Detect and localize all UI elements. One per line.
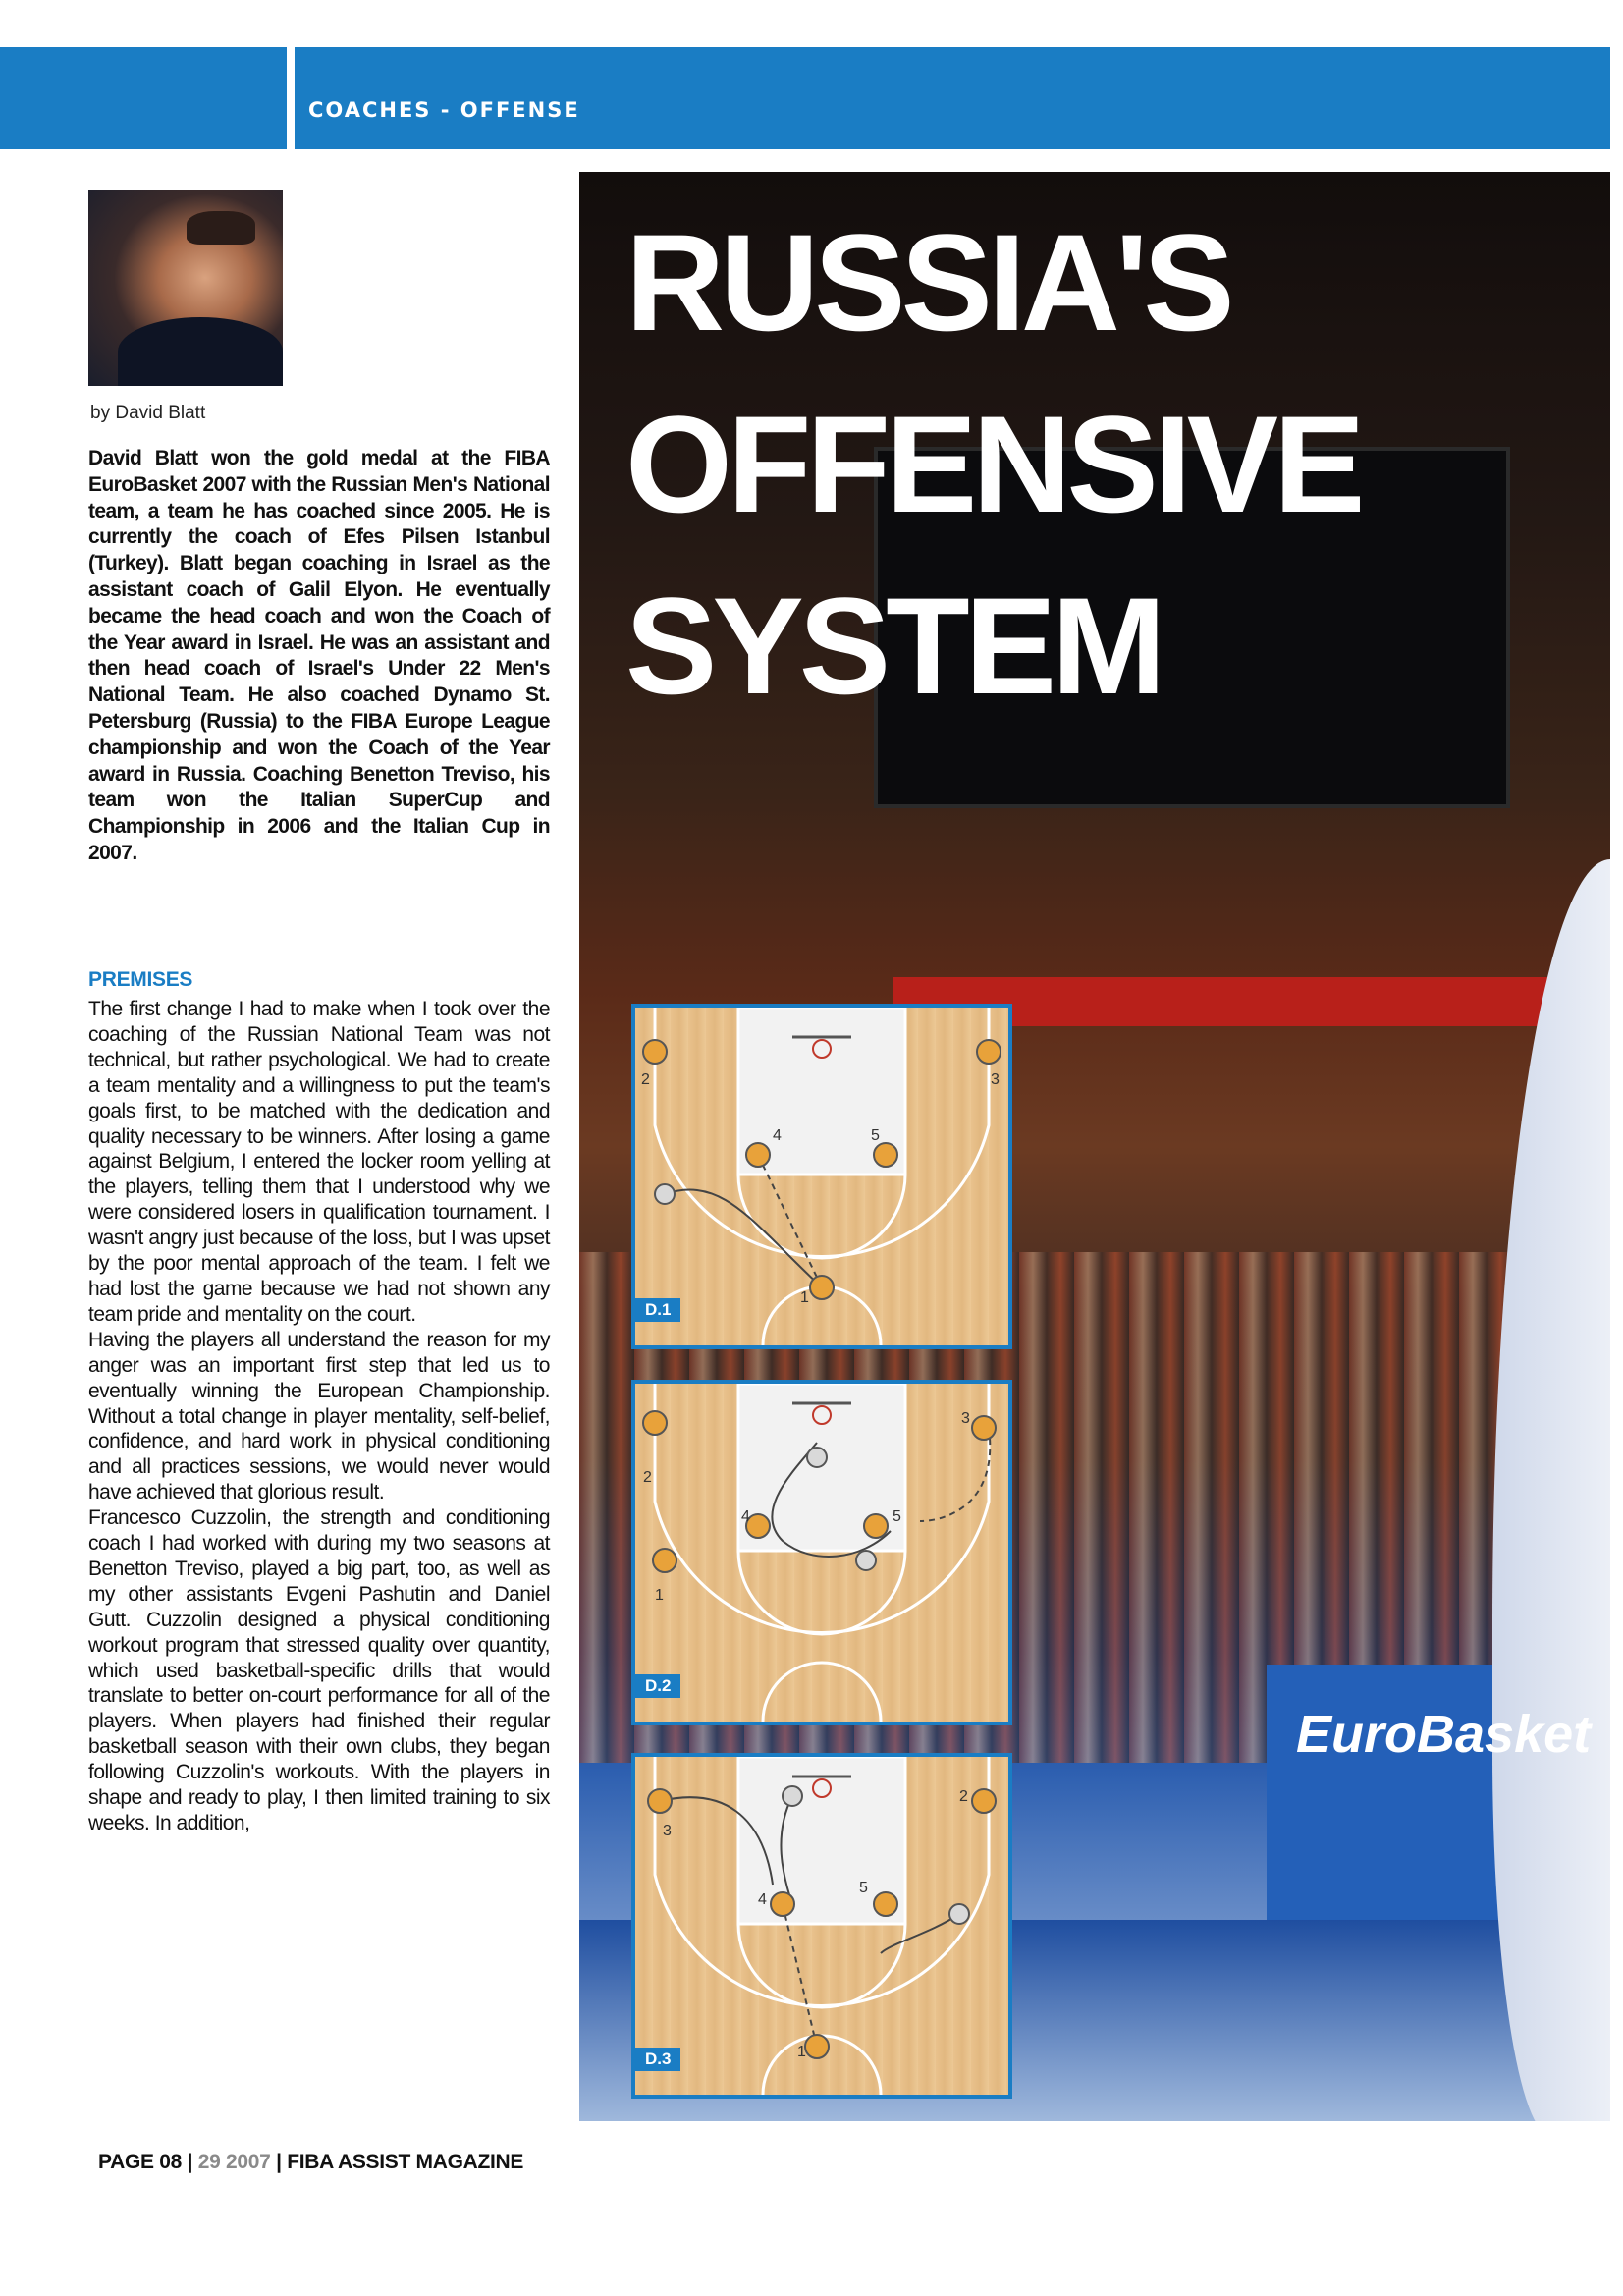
premises-heading: PREMISES xyxy=(88,968,193,991)
diagram-label xyxy=(635,2048,680,2071)
body-paragraph: Having the players all understand the reason for my anger was an important first step that led us to eventually winning the European Championship. Without a total change in player mentality, self-belief, confidence, and hard work in physical conditioning and all practices sessions, we would never would have achieved that glorious result. xyxy=(88,1328,550,1504)
court-diagram-3 xyxy=(631,1753,1012,2099)
diagram-label xyxy=(635,1298,680,1322)
diagram-label xyxy=(635,1674,680,1698)
court-diagram-1 xyxy=(631,1004,1012,1349)
player-number: 2 xyxy=(643,1469,652,1486)
article-body xyxy=(88,997,550,1836)
body-paragraph: Francesco Cuzzolin, the strength and conditioning coach I had worked with during my two seasons at Benetton Treviso, played a big part, too, as well as my other assistants Evgeni Pashutin and Daniel Gutt. Cuzzolin designed a physical conditioning workout program that stressed quality over quantity, which used basketball-specific drills that would translate to better on-court performance for all of the players. When players had finished their regular basketball season with their own clubs, they began following Cuzzolin's workouts. With the players in shape and ready to play, I then limited training to six weeks. In addition, xyxy=(88,1506,550,1834)
player-number: 4 xyxy=(773,1127,782,1144)
author-shirt xyxy=(118,317,283,386)
author-bio: David Blatt won the gold medal at the FIBA EuroBasket 2007 with the Russian Men's National team, a team he has coached since 2005. He is currently the coach of Efes Pilsen Istanbul (Turkey). Blatt began coaching in Israel as the assistant coach of Galil Elyon. He eventually became the head coach and won the Coach of the Year award in Israel. He was an assistant and then head coach of Israel's Under 22 Men's National Team. He also coached Dynamo St. Petersburg (Russia) to the FIBA Europe League championship and won the Coach of the Year award in Russia. Coaching Benetton Treviso, his team won the Italian SuperCup and Championship in 2006 and the Italian Cup in 2007. xyxy=(88,447,550,864)
author-byline: by David Blatt xyxy=(90,403,206,423)
title-line: RUSSIA'S xyxy=(625,205,1230,359)
player-number: 3 xyxy=(991,1071,1000,1088)
player-number: 3 xyxy=(663,1823,672,1839)
diagram-label-prefix: D. xyxy=(645,1676,662,1695)
diagram-label-prefix: D. xyxy=(645,1300,662,1319)
article-title xyxy=(625,191,1360,737)
photo-brand-text: EuroBasket xyxy=(1296,1705,1592,1764)
player-number: 1 xyxy=(800,1289,809,1306)
player-number: 3 xyxy=(961,1410,970,1427)
player-number: 1 xyxy=(655,1587,664,1604)
title-line: OFFENSIVE xyxy=(625,387,1361,541)
header-bar-left xyxy=(0,47,287,149)
player-number: 4 xyxy=(741,1508,750,1525)
footer-page: PAGE 08 xyxy=(98,2151,183,2173)
footer-magazine: FIBA ASSIST MAGAZINE xyxy=(287,2151,524,2173)
page-footer: PAGE 08 | 29 2007 | FIBA ASSIST MAGAZINE xyxy=(98,2151,524,2173)
diagram-label-prefix: D. xyxy=(645,2050,662,2068)
arena-player xyxy=(1492,859,1610,2121)
author-photo xyxy=(88,190,283,386)
diagram-label-number: 1 xyxy=(662,1300,672,1319)
author-hair xyxy=(187,211,255,245)
court-drawing xyxy=(635,1757,1008,2095)
diagram-label-number: 3 xyxy=(662,2050,672,2068)
title-line: SYSTEM xyxy=(625,569,1162,723)
player-number: 5 xyxy=(893,1508,901,1525)
player-number: 2 xyxy=(641,1071,650,1088)
court-diagram-2 xyxy=(631,1380,1012,1725)
body-paragraph: The first change I had to make when I took over the coaching of the Russian National Team was not technical, but rather psychological. We had to create a team mentality and a willingness to put the team's goals first, to be matched with the dedication and quality necessary to be winners. After losing a game against Belgium, I entered the locker room yelling at the players, telling them that I understood why we were considered losers in qualification tournament. I wasn't angry just because of the loss, but I was upset by the poor mental approach of the team. I felt we had lost the game because we had not shown any team pride and mentality on the court. xyxy=(88,998,550,1326)
player-number: 5 xyxy=(859,1880,868,1896)
footer-issue: 29 2007 xyxy=(197,2151,271,2173)
player-number: 4 xyxy=(758,1891,767,1908)
section-label: COACHES - OFFENSE xyxy=(308,98,580,122)
player-number: 1 xyxy=(797,2044,806,2060)
court-drawing xyxy=(635,1008,1008,1345)
court-drawing xyxy=(635,1384,1008,1722)
player-number: 2 xyxy=(959,1788,968,1805)
diagram-label-number: 2 xyxy=(662,1676,672,1695)
player-number: 5 xyxy=(871,1127,880,1144)
